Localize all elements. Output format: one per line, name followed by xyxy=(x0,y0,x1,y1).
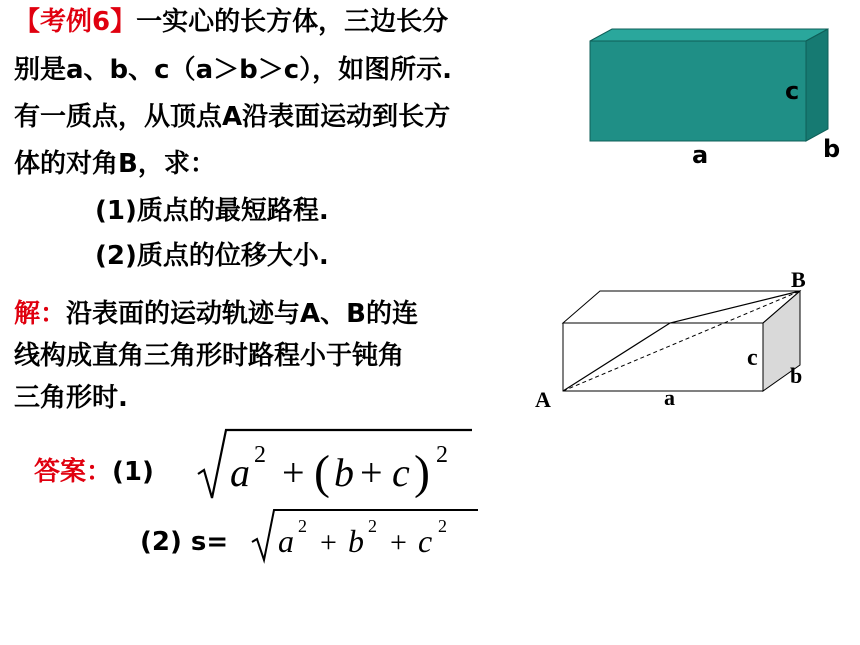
formula2-plus-2: + xyxy=(390,526,407,559)
box-label-c: c xyxy=(785,77,800,105)
formula-term-a: a xyxy=(230,450,250,495)
formula2-term-a: a xyxy=(278,523,294,559)
solution-line-1 xyxy=(14,296,418,332)
solution-label: 解： xyxy=(14,299,67,329)
formula2-exp-a: 2 xyxy=(298,516,307,536)
formula2-term-c: c xyxy=(418,523,433,559)
formula-lparen: ( xyxy=(314,446,330,499)
wire-top-face xyxy=(563,291,800,323)
solution-line-3: 三角形时. xyxy=(14,383,128,413)
formula2-plus-1: + xyxy=(320,526,337,559)
formula2-term-b: b xyxy=(348,523,364,559)
formula-term-b: b xyxy=(334,450,354,495)
box-label-a: a xyxy=(692,141,709,169)
formula-plus-2: + xyxy=(360,450,383,495)
box-top-face xyxy=(590,29,828,41)
problem-tag: 【考例6】 xyxy=(14,7,137,37)
wire-label-a: a xyxy=(664,385,675,410)
answer-line-1 xyxy=(34,454,154,490)
formula-rparen: ) xyxy=(414,446,430,499)
answer-line-2: (2) s= xyxy=(140,527,229,557)
formula-path-length xyxy=(196,424,476,504)
vertex-label-A: A xyxy=(535,387,551,412)
formula2-exp-b: 2 xyxy=(368,516,377,536)
formula-plus: + xyxy=(282,450,305,495)
problem-line-1-text: 一实心的长方体，三边长分 xyxy=(136,7,449,37)
box-side-face xyxy=(806,29,828,141)
question-2: (2)质点的位移大小. xyxy=(95,241,329,271)
formula-term-c: c xyxy=(392,450,410,495)
box-front-face xyxy=(590,41,806,141)
question-1: (1)质点的最短路程. xyxy=(95,196,329,226)
formula2-exp-c: 2 xyxy=(438,516,447,536)
solution-line-1-text: 沿表面的运动轨迹与A、B的连 xyxy=(66,299,418,329)
problem-line-3: 有一质点，从顶点A沿表面运动到长方 xyxy=(14,102,451,132)
wire-label-b: b xyxy=(790,363,803,388)
box-label-b: b xyxy=(823,135,841,163)
wire-front-face xyxy=(563,323,763,391)
formula-exp-2a: 2 xyxy=(254,442,266,468)
vertex-label-B: B xyxy=(791,267,806,292)
problem-line-4: 体的对角B，求： xyxy=(14,149,216,179)
formula-exp-2bc: 2 xyxy=(436,442,448,468)
solution-line-2: 线构成直角三角形时路程小于钝角 xyxy=(14,341,405,371)
answer-part-1: (1) xyxy=(112,457,154,487)
answer-label: 答案： xyxy=(34,457,113,487)
box-figure-path xyxy=(525,265,825,415)
box-figure-solid xyxy=(585,25,850,170)
problem-line-1 xyxy=(14,4,448,40)
wire-label-c: c xyxy=(747,345,758,371)
problem-line-2: 别是a、b、c（a＞b＞c），如图所示. xyxy=(14,55,453,85)
formula-displacement xyxy=(250,504,480,566)
